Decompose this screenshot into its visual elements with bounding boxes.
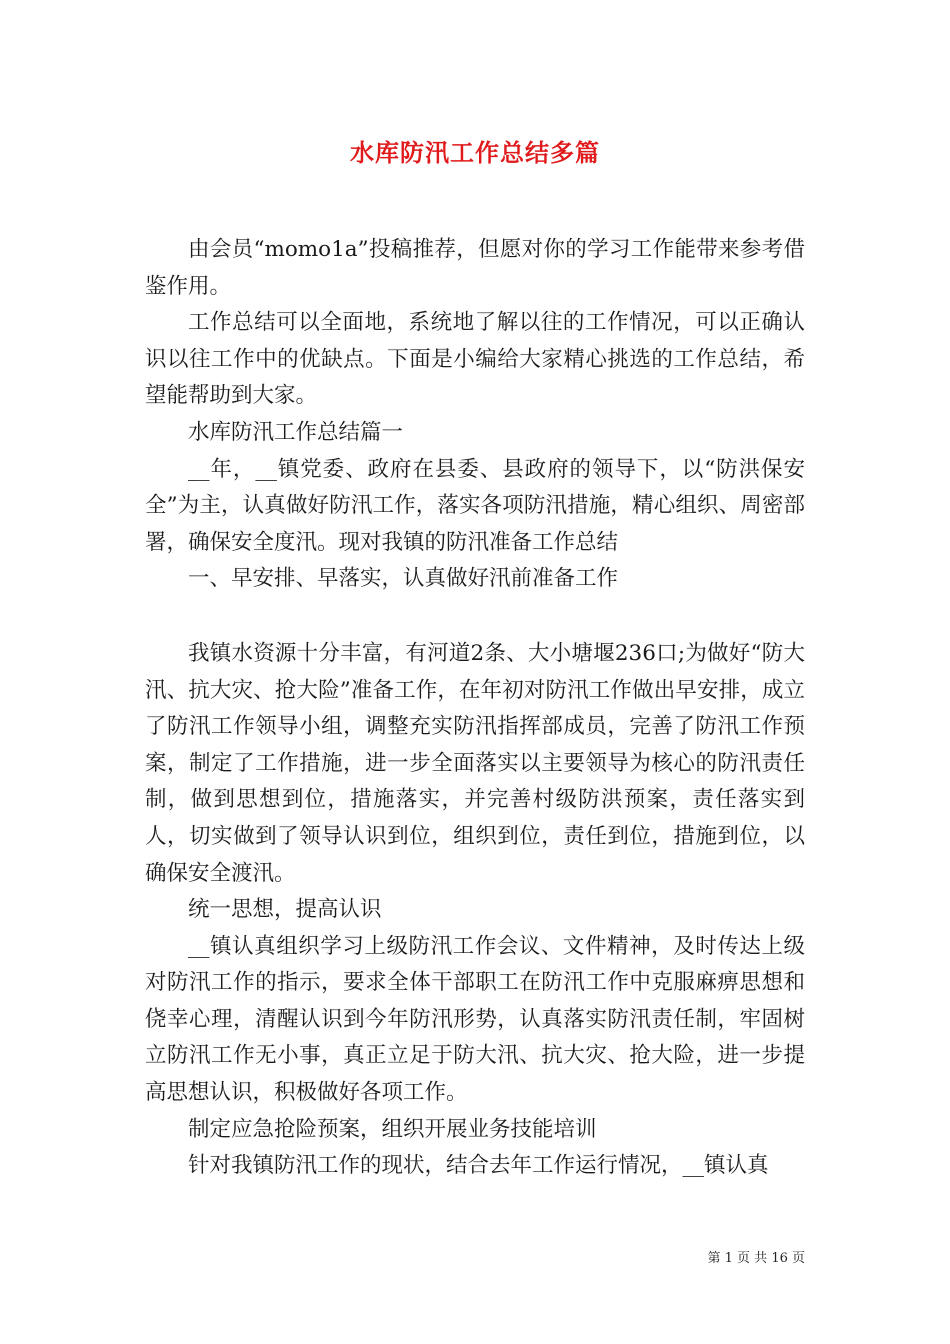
page-number-footer: 第 1 页 共 16 页 <box>707 1251 805 1266</box>
section-heading-emergency-plan: 制定应急抢险预案，组织开展业务技能培训 <box>188 1116 597 1142</box>
paragraph-current-status: 针对我镇防汛工作的现状，结合去年工作运行情况，__镇认真 <box>188 1153 769 1179</box>
paragraph-summary-purpose: 工作总结可以全面地，系统地了解以往的工作情况，可以正确认识以往工作中的优缺点。下面是小编给大家精心挑选的工作总结，希望能帮助到大家。 <box>145 310 805 409</box>
document-title: 水库防汛工作总结多篇 <box>350 138 600 167</box>
paragraph-overview: __年，__镇党委、政府在县委、县政府的领导下，以“防洪保安全”为主，认真做好防汛工作，落实各项防汛措施，精心组织、周密部署，确保安全度汛。现对我镇的防汛准备工作总结 <box>145 456 805 555</box>
paragraph-intro: 由会员“momo1a”投稿推荐，但愿对你的学习工作能带来参考借鉴作用。 <box>145 237 805 299</box>
paragraph-study-meetings: __镇认真组织学习上级防汛工作会议、文件精神，及时传达上级对防汛工作的指示，要求全体干部职工在防汛工作中克服麻痹思想和侥幸心理，清醒认识到今年防汛形势，认真落实防汛责任制，牢固树立防汛工作无小事，真正立足于防大汛、抗大灾、抢大险，进一步提高思想认识，积极做好各项工作。 <box>145 933 805 1106</box>
section-heading-part-one: 水库防汛工作总结篇一 <box>188 419 404 445</box>
paragraph-water-resources: 我镇水资源十分丰富，有河道2条、大小塘堰236口;为做好“防大汛、抗大灾、抢大险”准备工作，在年初对防汛工作做出早安排，成立了防汛工作领导小组，调整充实防汛指挥部成员，完善了防汛工作预案，制定了工作措施，进一步全面落实以主要领导为核心的防汛责任制，做到思想到位，措施落实，并完善村级防洪预案，责任落实到人，切实做到了领导认识到位，组织到位，责任到位，措施到位，以确保安全渡汛。 <box>145 640 805 886</box>
section-heading-early-arrangement: 一、早安排、早落实，认真做好汛前准备工作 <box>188 566 619 592</box>
section-heading-unify-thinking: 统一思想，提高认识 <box>188 897 382 923</box>
document-body <box>145 232 805 1185</box>
